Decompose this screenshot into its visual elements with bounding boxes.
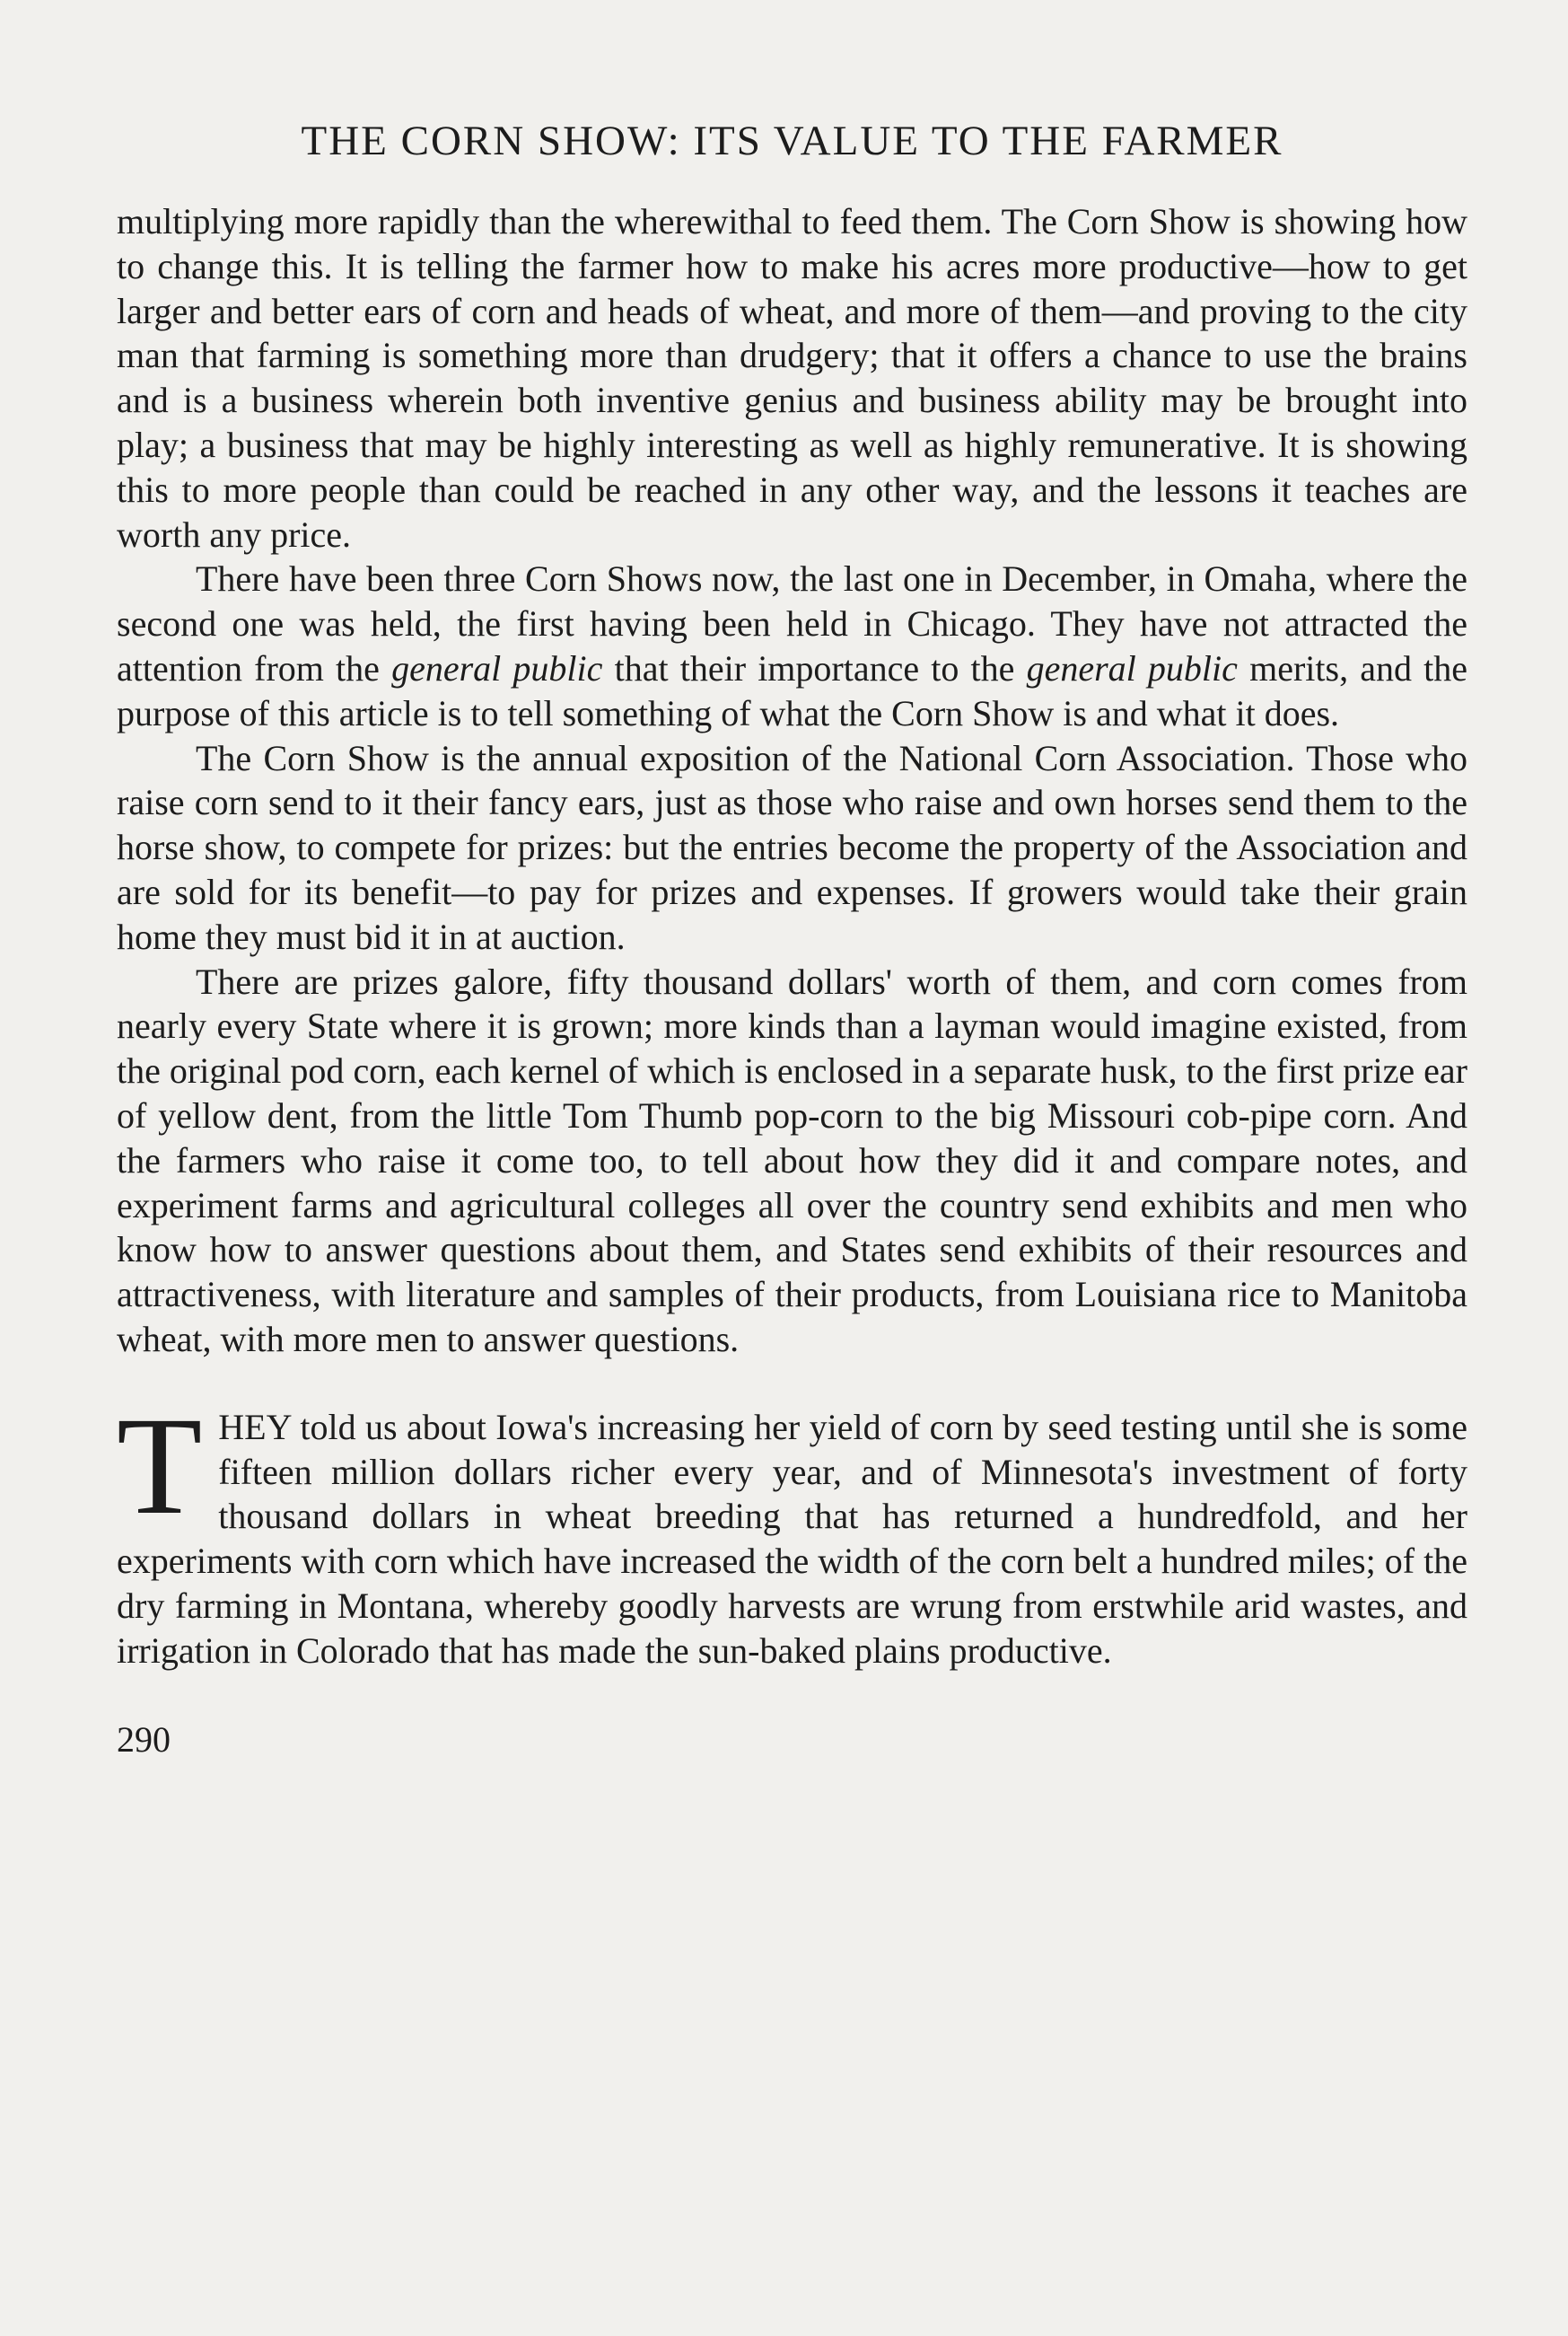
- paragraph-5-text: told us about Iowa's increasing her yield of corn by seed testing until she is some fifteen million dollars richer every year, and of Minnesota's investment of forty thousand dollars in wheat breeding that has returned a hundredfold, and her experiments with corn which have increased the width of the corn belt a hundred miles; of the dry farming in Montana, whereby goodly harvests are wrung from erstwhile arid wastes, and irrigation in Colorado that has made the sun-baked plains productive.: [117, 1406, 1467, 1671]
- paragraph-2-text-c: merits, and the purpose of this article is to tell something of what the Corn Show is and what it does.: [117, 647, 1468, 733]
- paragraph-2-text-b: that their importance to the: [602, 647, 1027, 689]
- paragraph-5: [117, 1387, 1467, 1673]
- paragraph-2: [117, 557, 1467, 735]
- paragraph-1: multiplying more rapidly than the wherewithal to feed them. The Corn Show is showing how to change this. It is telling the farmer how to make his acres more productive—how to get larger and better ears of corn and heads of wheat, and more of them—and proving to the city man that farming is something more than drudgery; that it offers a chance to use the brains and is a business wherein both inventive genius and business ability may be brought into play; a business that may be highly interesting as well as highly remunerative. It is showing this to more people than could be reached in any other way, and the lessons it teaches are worth any price.: [117, 201, 1467, 555]
- emphasis-general-public-1: general public: [391, 647, 603, 689]
- emphasis-general-public-2: general public: [1026, 647, 1238, 689]
- drop-cap: T: [117, 1387, 203, 1543]
- page: [117, 117, 1467, 1761]
- page-number: 290: [117, 1718, 171, 1760]
- running-title: THE CORN SHOW: ITS VALUE TO THE FARMER: [301, 118, 1283, 164]
- paragraph-2-text-a: There have been three Corn Shows now, the last one in December, in Omaha, where the second one was held, the first having been held in Chicago. They have not attracted the attention from the: [117, 558, 1467, 689]
- paragraph-3: The Corn Show is the annual exposition of the National Corn Association. Those who raise corn send to it their fancy ears, just as those who raise and own horses send them to the horse show, to compete for prizes: but the entries become the property of the Association and are sold for its benefit—to pay for prizes and expenses. If growers would take their grain home they must bid it in at auction.: [117, 737, 1467, 957]
- paragraph-4: There are prizes galore, fifty thousand dollars' worth of them, and corn comes from nearly every State where it is grown; more kinds than a layman would imagine existed, from the original pod corn, each kernel of which is enclosed in a separate husk, to the first prize ear of yellow dent, from the little Tom Thumb pop-corn to the big Missouri cob-pipe corn. And the farmers who raise it come too, to tell about how they did it and compare notes, and experiment farms and agricultural colleges all over the country send exhibits and men who know how to answer questions about them, and States send exhibits of their resources and attractiveness, with literature and samples of their products, from Louisiana rice to Manitoba wheat, with more men to answer questions.: [117, 961, 1467, 1359]
- small-caps-lead: HEY: [218, 1406, 292, 1447]
